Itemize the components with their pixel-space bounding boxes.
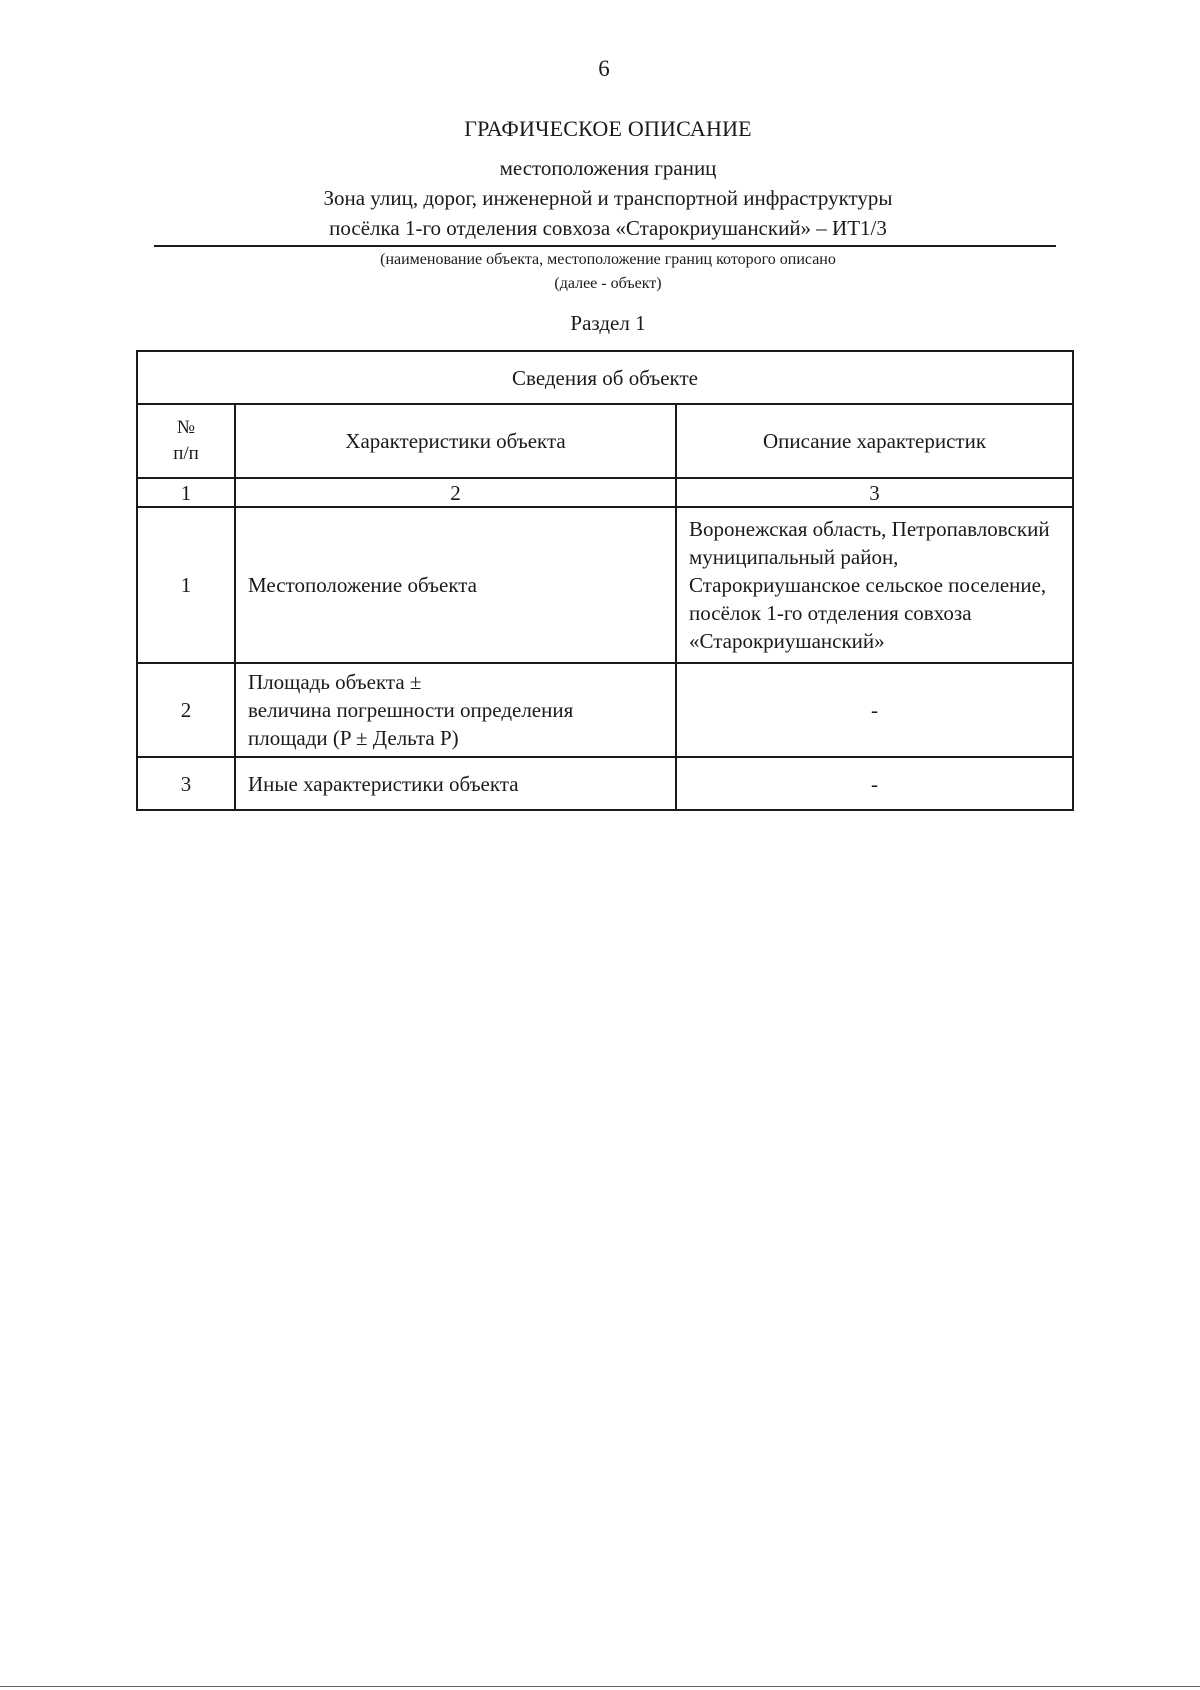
table-row: [137, 663, 1073, 757]
document-title: ГРАФИЧЕСКОЕ ОПИСАНИЕ: [464, 116, 752, 141]
column-index-3: 3: [676, 478, 1073, 507]
table-row: [137, 507, 1073, 663]
row-description: Воронежская область, Петропавловский муниципальный район, Старокриушанское сельское поселение, посёлок 1-го отделения совхоза «Старокриушанский»: [676, 507, 1073, 663]
object-info-table: [136, 350, 1074, 811]
column-index-2: 2: [235, 478, 676, 507]
section-title: Раздел 1: [570, 311, 646, 335]
row-characteristic: Местоположение объекта: [235, 507, 676, 663]
row-description: -: [676, 663, 1073, 757]
column-index-row: [137, 478, 1073, 507]
subtitle-line-2: Зона улиц, дорог, инженерной и транспортной инфраструктуры: [323, 186, 893, 210]
title-underline: [154, 245, 1056, 247]
table-header: Сведения об объекте: [137, 351, 1073, 404]
subtitle-line-3: посёлка 1-го отделения совхоза «Старокриушанский» – ИТ1/3: [329, 216, 887, 240]
caption-line-1: (наименование объекта, местоположение границ которого описано: [380, 251, 836, 268]
column-header-row: [137, 404, 1073, 478]
column-header-characteristic: Характеристики объекта: [235, 404, 676, 478]
row-characteristic: Иные характеристики объекта: [235, 757, 676, 810]
row-description: -: [676, 757, 1073, 810]
page-bottom-edge: [0, 1686, 1200, 1687]
column-index-1: 1: [137, 478, 235, 507]
row-characteristic: Площадь объекта ± величина погрешности определения площади (P ± Дельта P): [235, 663, 676, 757]
subtitle-line-1: местоположения границ: [499, 156, 717, 180]
caption-line-2: (далее - объект): [554, 275, 662, 292]
page-number: 6: [598, 56, 610, 81]
column-header-description: Описание характеристик: [676, 404, 1073, 478]
row-number: 1: [137, 507, 235, 663]
table-header-row: [137, 351, 1073, 404]
column-header-num: № п/п: [137, 404, 235, 478]
row-number: 2: [137, 663, 235, 757]
table-row: [137, 757, 1073, 810]
row-number: 3: [137, 757, 235, 810]
